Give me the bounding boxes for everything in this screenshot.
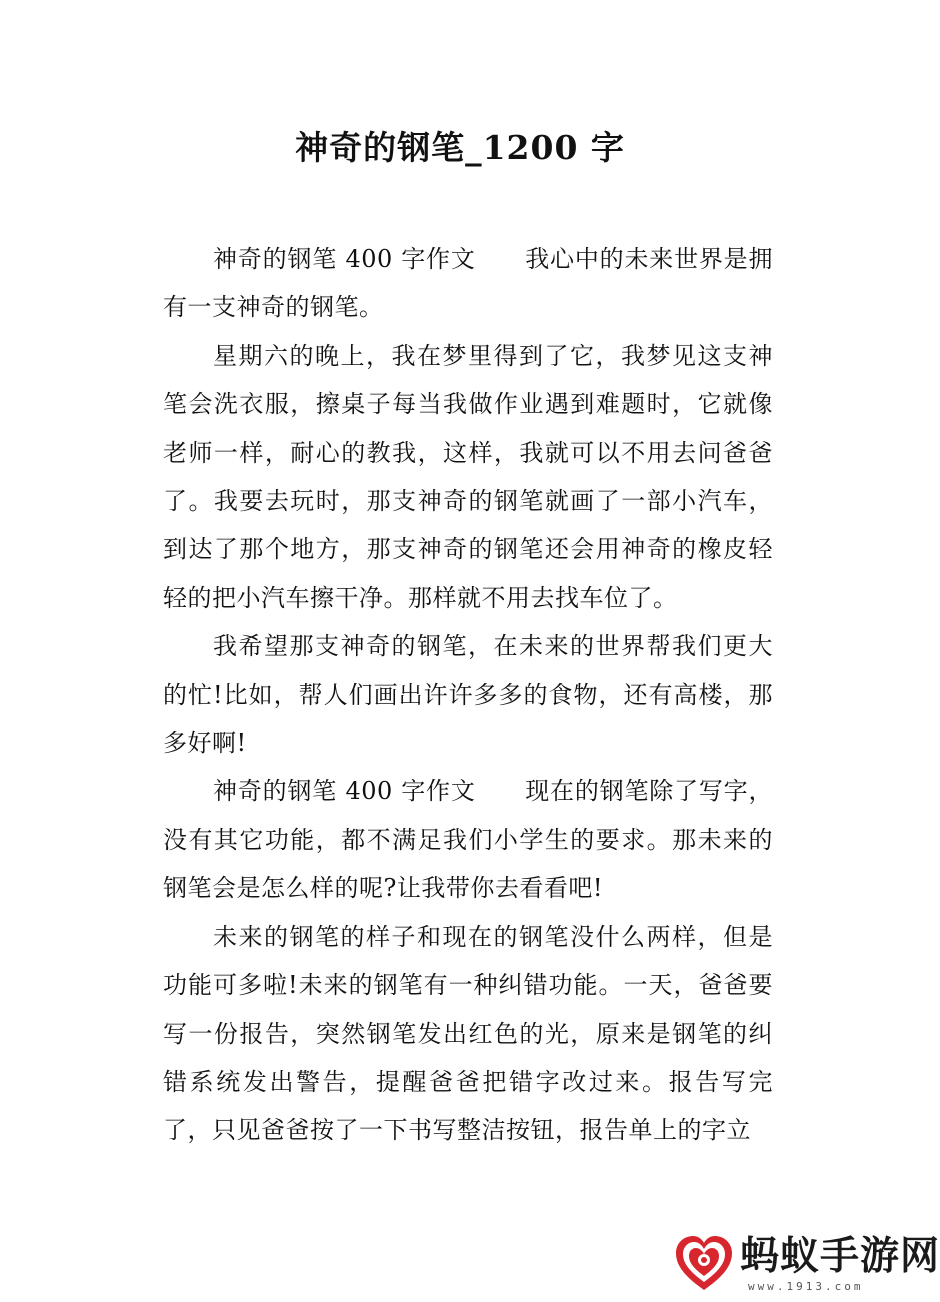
paragraph: 我希望那支神奇的钢笔，在未来的世界帮我们更大的忙!比如，帮人们画出许许多多的食物，还有高楼，那多好啊!	[163, 632, 773, 758]
paragraph: 神奇的钢笔 400 字作文 我心中的未来世界是拥有一支神奇的钢笔。	[163, 245, 773, 322]
document-title: 神奇的钢笔_1200 字	[295, 128, 625, 167]
watermark-url: www.1913.com	[748, 1280, 864, 1293]
paragraph: 神奇的钢笔 400 字作文 现在的钢笔除了写字，没有其它功能，都不满足我们小学生的要求。那未来的钢笔会是怎么样的呢?让我带你去看看吧!	[163, 777, 773, 903]
paragraph: 未来的钢笔的样子和现在的钢笔没什么两样，但是功能可多啦!未来的钢笔有一种纠错功能。一天，爸爸要写一份报告，突然钢笔发出红色的光，原来是钢笔的纠错系统发出警告，提醒爸爸把错字改过来。报告写完了，只见爸爸按了一下书写整洁按钮，报告单上的字立	[163, 922, 773, 1145]
watermark	[672, 1228, 940, 1298]
watermark-brand-text: 蚂蚁手游网	[740, 1234, 940, 1279]
paragraph: 星期六的晚上，我在梦里得到了它，我梦见这支神笔会洗衣服，擦桌子每当我做作业遇到难题时，它就像老师一样，耐心的教我，这样，我就可以不用去问爸爸了。我要去玩时，那支神奇的钢笔就画了一部小汽车，到达了那个地方，那支神奇的钢笔还会用神奇的橡皮轻轻的把小汽车擦干净。那样就不用去找车位了。	[163, 341, 773, 612]
document-body	[163, 235, 773, 1155]
heart-logo-icon	[672, 1232, 736, 1296]
